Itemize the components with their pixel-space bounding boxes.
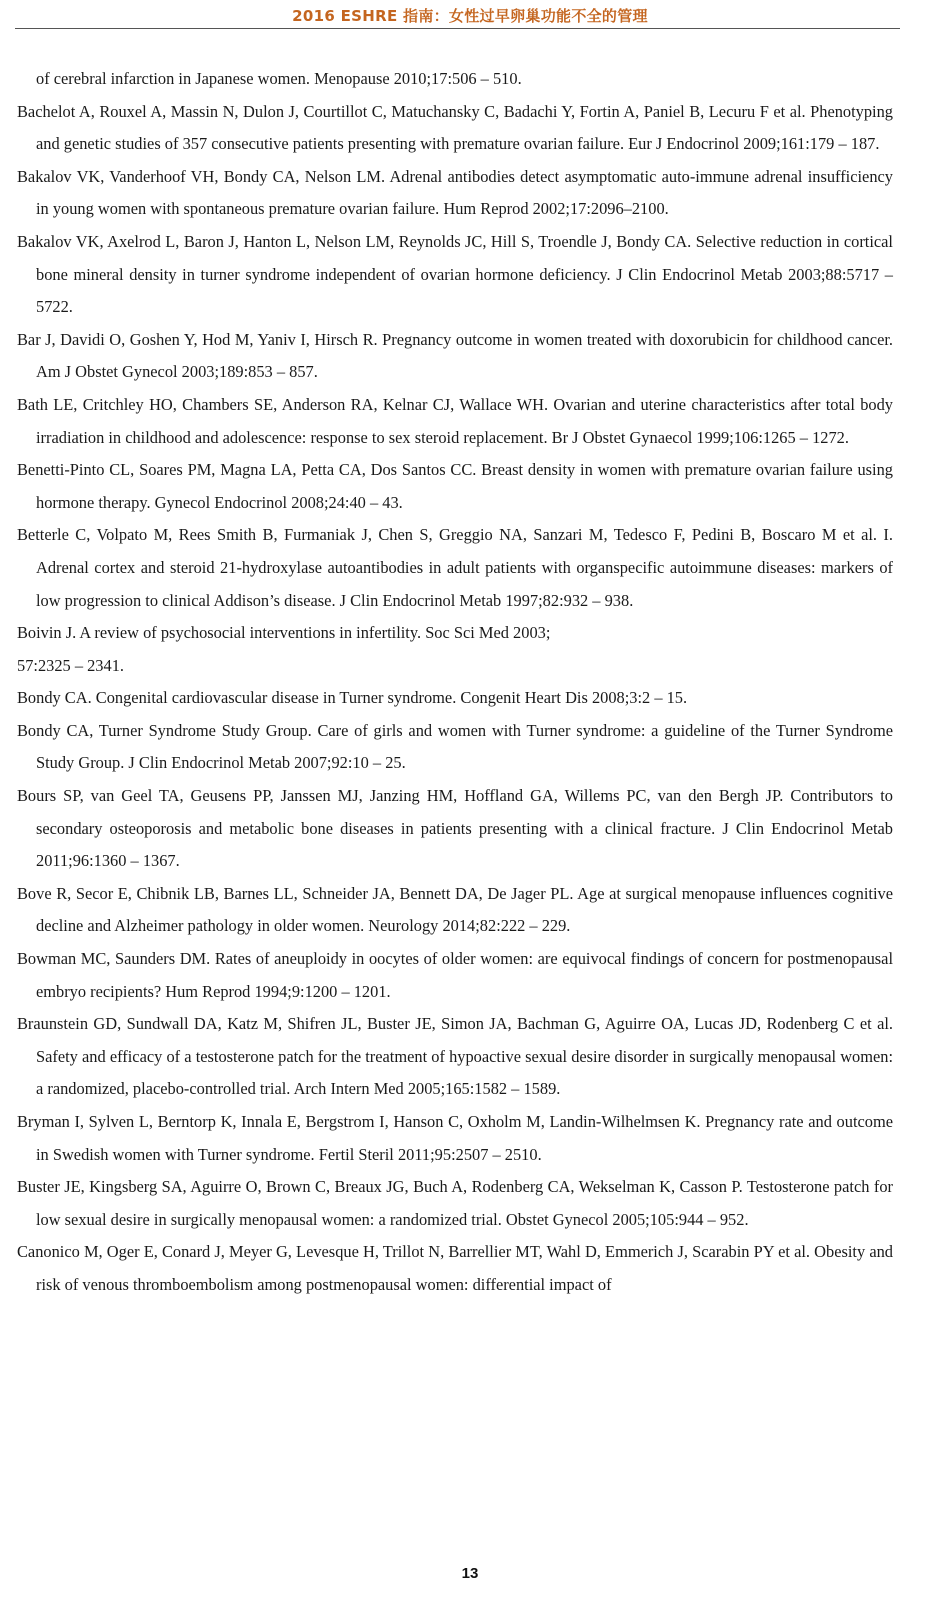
reference-entry: Bar J, Davidi O, Goshen Y, Hod M, Yaniv I, Hirsch R. Pregnancy outcome in women treated with doxorubicin for childhood cancer. Am J Obstet Gynecol 2003;189:853 – 857. <box>17 329 893 382</box>
page-header <box>0 0 940 30</box>
reference-entry: Bours SP, van Geel TA, Geusens PP, Janssen MJ, Janzing HM, Hoffland GA, Willems PC, van den Bergh JP. Contributors to secondary osteoporosis and metabolic bone diseases in patients presenting with a clinical fracture. J Clin Endocrinol Metab 2011;96:1360 – 1367. <box>17 786 893 871</box>
reference-entry: Bakalov VK, Vanderhoof VH, Bondy CA, Nelson LM. Adrenal antibodies detect asymptomatic auto-immune adrenal insufficiency in young women with spontaneous premature ovarian failure. Hum Reprod 2002;17:2096–2100. <box>17 166 893 219</box>
header-title: 2016 ESHRE 指南：女性过早卵巢功能不全的管理 <box>292 7 648 25</box>
reference-entry: Bowman MC, Saunders DM. Rates of aneuploidy in oocytes of older women: are equivocal findings of concern for postmenopausal embryo recipients? Hum Reprod 1994;9:1200 – 1201. <box>17 949 893 1001</box>
header-divider <box>15 28 900 29</box>
reference-entry: Bove R, Secor E, Chibnik LB, Barnes LL, Schneider JA, Bennett DA, De Jager PL. Age at surgical menopause influences cognitive decline and Alzheimer pathology in older women. Neurology 2014;82:222 – 229. <box>17 883 893 936</box>
reference-entry: 57:2325 – 2341. <box>17 655 124 675</box>
reference-entry: Bakalov VK, Axelrod L, Baron J, Hanton L, Nelson LM, Reynolds JC, Hill S, Troendle J, Bondy CA. Selective reduction in cortical bone mineral density in turner syndrome independent of ovarian hormone deficiency. J Clin Endocrinol Metab 2003;88:5717 – 5722. <box>17 231 893 317</box>
reference-entry: Bath LE, Critchley HO, Chambers SE, Anderson RA, Kelnar CJ, Wallace WH. Ovarian and uterine characteristics after total body irradiation in childhood and adolescence: response to sex steroid replacement. Br J Obstet Gynaecol 1999;106:1265 – 1272. <box>17 394 893 447</box>
reference-entry: Bryman I, Sylven L, Berntorp K, Innala E, Bergstrom I, Hanson C, Oxholm M, Landin-Wilhelmsen K. Pregnancy rate and outcome in Swedish women with Turner syndrome. Fertil Steril 2011;95:2507 – 2510. <box>17 1112 893 1164</box>
reference-entry: Benetti-Pinto CL, Soares PM, Magna LA, Petta CA, Dos Santos CC. Breast density in women with premature ovarian failure using hormone therapy. Gynecol Endocrinol 2008;24:40 – 43. <box>17 460 893 512</box>
reference-entry: Braunstein GD, Sundwall DA, Katz M, Shifren JL, Buster JE, Simon JA, Bachman G, Aguirre OA, Lucas JD, Rodenberg C et al. Safety and efficacy of a testosterone patch for the treatment of hypoactive sexual desire disorder in surgically menopausal women: a randomized, placebo-controlled trial. Arch Intern Med 2005;165:1582 – 1589. <box>17 1014 893 1099</box>
reference-entry: of cerebral infarction in Japanese women. Menopause 2010;17:506 – 510. <box>36 69 522 88</box>
reference-entry: Bachelot A, Rouxel A, Massin N, Dulon J, Courtillot C, Matuchansky C, Badachi Y, Fortin A, Paniel B, Lecuru F et al. Phenotyping and genetic studies of 357 consecutive patients presenting with premature ovarian failure. Eur J Endocrinol 2009;161:179 – 187. <box>17 101 893 154</box>
reference-entry: Buster JE, Kingsberg SA, Aguirre O, Brown C, Breaux JG, Buch A, Rodenberg CA, Wekselman K, Casson P. Testosterone patch for low sexual desire in surgically menopausal women: a randomized trial. Obstet Gynecol 2005;105:944 – 952. <box>17 1177 893 1229</box>
page-number: 13 <box>461 1565 479 1582</box>
reference-entry: Canonico M, Oger E, Conard J, Meyer G, Levesque H, Trillot N, Barrellier MT, Wahl D, Emmerich J, Scarabin PY et al. Obesity and risk of venous thromboembolism among postmenopausal women: differential impact of <box>17 1242 893 1294</box>
reference-entry: Boivin J. A review of psychosocial interventions in infertility. Soc Sci Med 2003; <box>17 623 551 643</box>
reference-entry: Betterle C, Volpato M, Rees Smith B, Furmaniak J, Chen S, Greggio NA, Sanzari M, Tedesco F, Pedini B, Boscaro M et al. I. Adrenal cortex and steroid 21-hydroxylase autoantibodies in adult patients with organspecific autoimmune diseases: markers of low progression to clinical Addison’s disease. J Clin Endocrinol Metab 1997;82:932 – 938. <box>17 525 893 610</box>
reference-entry: Bondy CA, Turner Syndrome Study Group. Care of girls and women with Turner syndrome: a guideline of the Turner Syndrome Study Group. J Clin Endocrinol Metab 2007;92:10 – 25. <box>17 720 893 773</box>
reference-list <box>17 63 893 1302</box>
reference-entry: Bondy CA. Congenital cardiovascular disease in Turner syndrome. Congenit Heart Dis 2008;3:2 – 15. <box>17 688 688 708</box>
